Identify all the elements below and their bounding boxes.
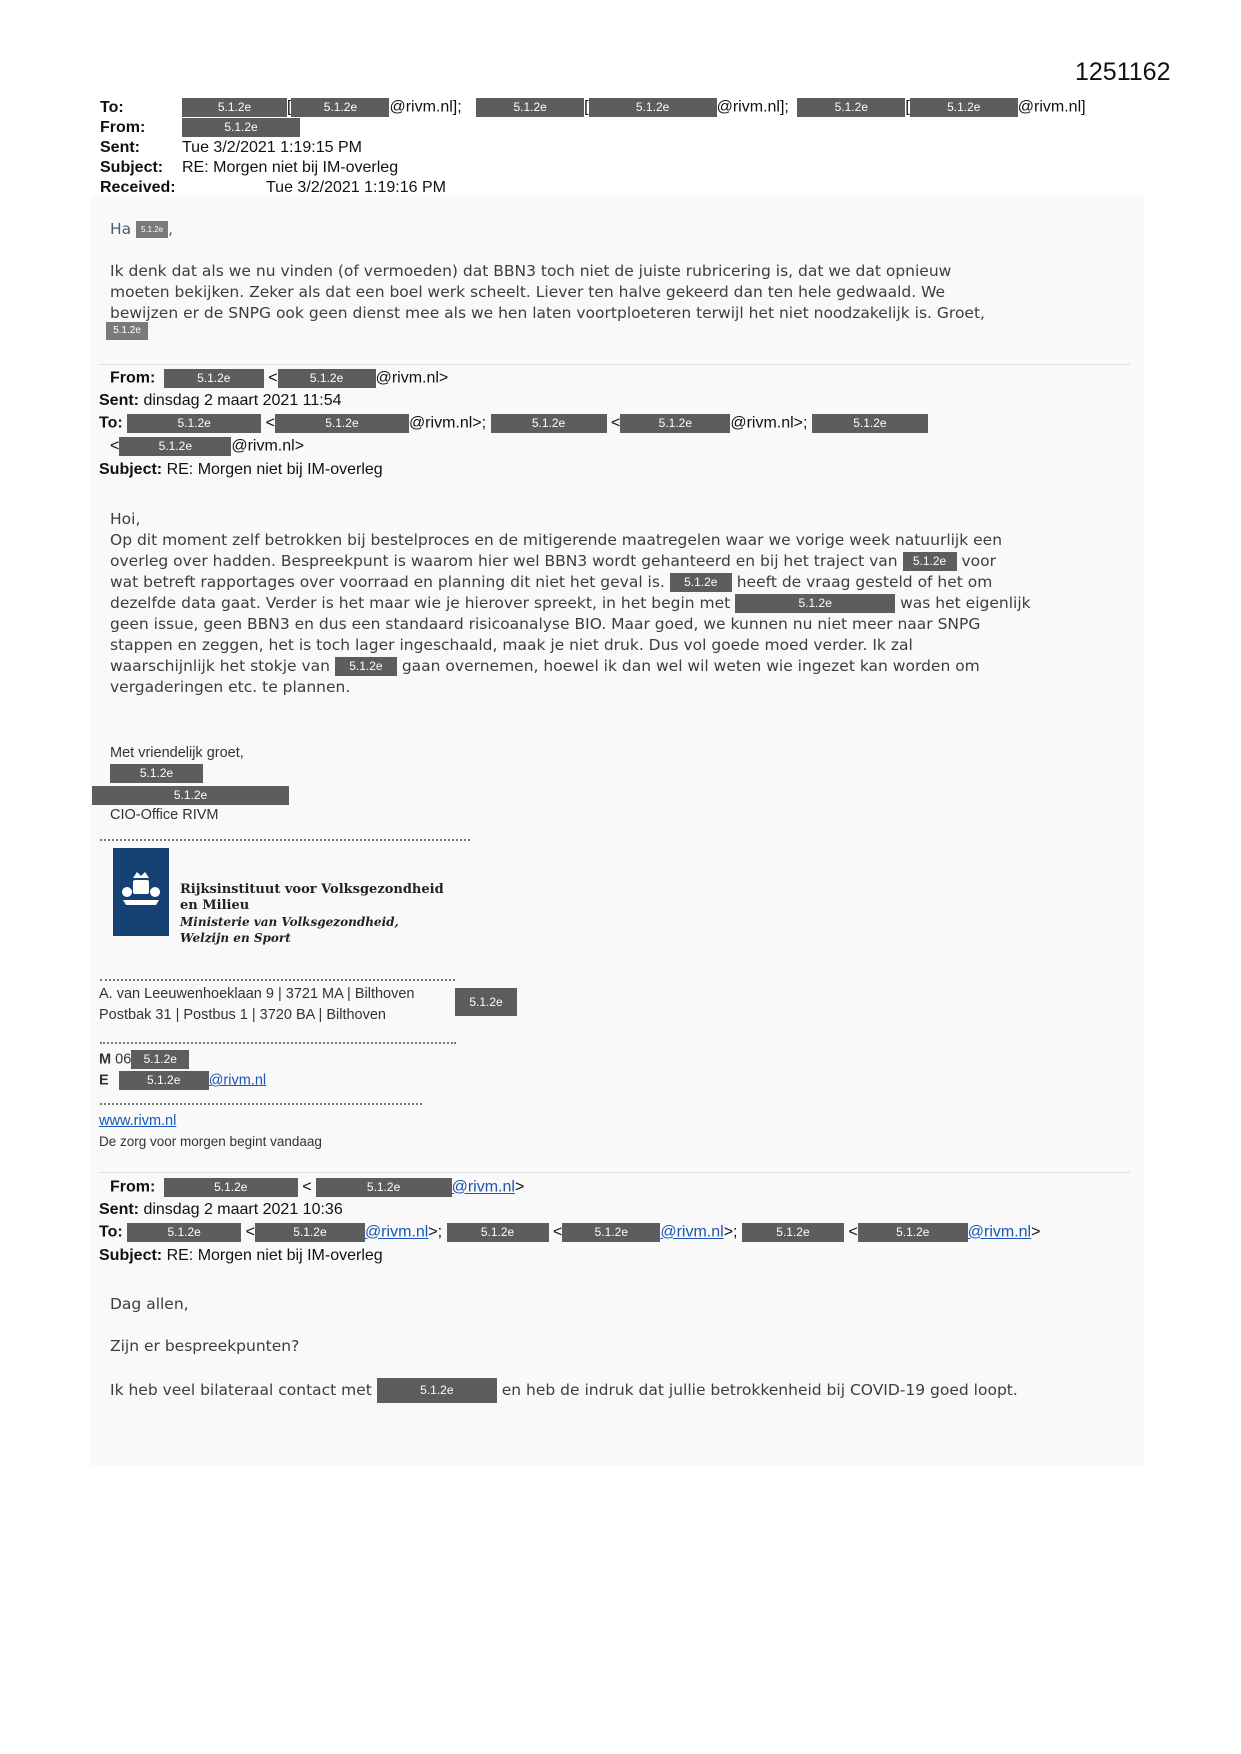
sent-label: Sent: bbox=[100, 139, 140, 156]
subject-value: RE: Morgen niet bij IM-overleg bbox=[182, 159, 399, 176]
redaction: 5.1.2e bbox=[903, 552, 957, 571]
redaction: 5.1.2e bbox=[92, 786, 289, 805]
quote2-from: From: 5.1.2e < 5.1.2e @rivm.nl> bbox=[110, 1178, 525, 1196]
dotted-divider bbox=[100, 839, 470, 841]
dotted-divider bbox=[100, 979, 455, 981]
quote1-line: wat betreft rapportages over voorraad en planning dit niet het geval is. 5.1.2e heeft de vraag gesteld of het om bbox=[110, 573, 993, 591]
redaction: 5.1.2e bbox=[136, 221, 168, 238]
quote1-subject: Subject: RE: Morgen niet bij IM-overleg bbox=[99, 461, 383, 478]
email-link[interactable]: @rivm.nl bbox=[967, 1223, 1032, 1241]
quote2-line: Zijn er bespreekpunten? bbox=[110, 1337, 300, 1355]
quote1-line: Op dit moment zelf betrokken bij bestelproces en de mitigerende maatregelen waar we vorige week natuurlijk een bbox=[110, 531, 1003, 549]
redaction: 5.1.2e bbox=[476, 98, 584, 117]
redaction: 5.1.2e bbox=[127, 1223, 241, 1242]
signature-closing: Met vriendelijk groet, bbox=[110, 745, 244, 761]
email-link[interactable]: @rivm.nl bbox=[208, 1072, 267, 1089]
redaction: 5.1.2e bbox=[670, 573, 732, 592]
redaction: 5.1.2e bbox=[255, 1223, 365, 1242]
quote1-line: vergaderingen etc. te plannen. bbox=[110, 678, 351, 696]
redaction: 5.1.2e bbox=[589, 98, 717, 117]
redaction: 5.1.2e bbox=[131, 1050, 189, 1069]
quote1-to-cont: < 5.1.2e @rivm.nl> bbox=[110, 437, 305, 455]
redaction: 5.1.2e bbox=[164, 369, 264, 388]
redaction: 5.1.2e bbox=[377, 1378, 497, 1403]
redaction: 5.1.2e bbox=[119, 437, 231, 456]
quote2-line: Ik heb veel bilateraal contact met 5.1.2e en heb de indruk dat jullie betrokkenheid bij COVID-19 goed loopt. bbox=[110, 1378, 1018, 1403]
redaction: 5.1.2e bbox=[106, 322, 148, 340]
sent-value: Tue 3/2/2021 1:19:15 PM bbox=[182, 139, 362, 156]
separator bbox=[100, 1172, 1130, 1173]
logo-line-4: Welzijn en Sport bbox=[180, 931, 291, 945]
crown-lion-icon bbox=[113, 848, 169, 936]
redaction: 5.1.2e bbox=[797, 98, 905, 117]
redaction: 5.1.2e bbox=[335, 657, 397, 676]
message-line: bewijzen er de SNPG ook geen dienst mee als we hen laten voortploeteren terwijl het niet noodzakelijk is. Groet, bbox=[110, 304, 985, 322]
redaction: 5.1.2e bbox=[735, 594, 895, 613]
quote2-subject: Subject: RE: Morgen niet bij IM-overleg bbox=[99, 1247, 383, 1264]
from-value bbox=[182, 118, 300, 137]
document-number: 1251162 bbox=[1075, 58, 1171, 86]
redaction: 5.1.2e bbox=[812, 414, 928, 433]
email-line: E 5.1.2e @rivm.nl bbox=[99, 1072, 267, 1089]
quote1-to: To: 5.1.2e < 5.1.2e @rivm.nl>; 5.1.2e < 5.1.2e @rivm.nl>; 5.1.2e bbox=[99, 414, 928, 433]
quote2-to: To: 5.1.2e < 5.1.2e @rivm.nl>; 5.1.2e < 5.1.2e @rivm.nl>; 5.1.2e < 5.1.2e @rivm.nl> bbox=[99, 1223, 1041, 1241]
logo-line-2: en Milieu bbox=[180, 898, 250, 913]
redaction: 5.1.2e bbox=[119, 1071, 209, 1090]
from-label: From: bbox=[100, 119, 146, 136]
dotted-divider bbox=[100, 1103, 422, 1105]
email-link[interactable]: @rivm.nl bbox=[660, 1223, 724, 1241]
redaction: 5.1.2e bbox=[620, 414, 730, 433]
signature-name-redaction bbox=[110, 764, 203, 783]
redaction: 5.1.2e bbox=[562, 1223, 660, 1242]
to-recipients: 5.1.2e [ 5.1.2e @rivm.nl]; 5.1.2e [ 5.1.2e @rivm.nl]; 5.1.2e [ 5.1.2e @rivm.nl] bbox=[182, 98, 1086, 117]
redaction: 5.1.2e bbox=[316, 1178, 452, 1197]
mobile-line: M 06 5.1.2e bbox=[99, 1050, 189, 1069]
message-line: Ik denk dat als we nu vinden (of vermoeden) dat BBN3 toch niet de juiste rubricering is, dat we dat opnieuw bbox=[110, 262, 952, 280]
received-value: Tue 3/2/2021 1:19:16 PM bbox=[266, 179, 446, 196]
redaction: 5.1.2e bbox=[491, 414, 607, 433]
redaction: 5.1.2e bbox=[291, 98, 389, 117]
quote1-line: waarschijnlijk het stokje van 5.1.2e gaan overnemen, hoewel ik dan wel wil weten wie ingezet kan worden om bbox=[110, 657, 980, 675]
quote1-greeting: Hoi, bbox=[110, 510, 141, 528]
recipient-domain: @rivm.nl] bbox=[1017, 98, 1086, 116]
to-label: To: bbox=[100, 99, 124, 116]
signoff-redaction bbox=[106, 322, 148, 340]
redaction: 5.1.2e bbox=[455, 988, 517, 1016]
redaction: 5.1.2e bbox=[275, 414, 409, 433]
email-link[interactable]: @rivm.nl bbox=[451, 1178, 515, 1196]
quote1-from: From: 5.1.2e < 5.1.2e @rivm.nl> bbox=[110, 369, 449, 387]
signature-department: CIO-Office RIVM bbox=[110, 807, 219, 823]
redaction: 5.1.2e bbox=[910, 98, 1018, 117]
redaction: 5.1.2e bbox=[858, 1223, 968, 1242]
quote1-line: overleg over hadden. Bespreekpunt is waarom hier wel BBN3 wordt gehanteerd en bij het traject van 5.1.2e voor bbox=[110, 552, 996, 570]
signature-tagline: De zorg voor morgen begint vandaag bbox=[99, 1134, 322, 1149]
address-line-2: Postbak 31 | Postbus 1 | 3720 BA | Bilthoven bbox=[99, 1007, 386, 1023]
greeting-line: Ha 5.1.2e , bbox=[110, 220, 174, 238]
redaction: 5.1.2e bbox=[447, 1223, 549, 1242]
quote1-line: dezelfde data gaat. Verder is het maar wie je hierover spreekt, in het begin met 5.1.2e was het eigenlijk bbox=[110, 594, 1031, 612]
dotted-divider bbox=[100, 1042, 456, 1044]
message-line: moeten bekijken. Zeker als dat een boel werk scheelt. Liever ten halve gekeerd dan ten hele gedwaald. We bbox=[110, 283, 946, 301]
quote1-sent: Sent: dinsdag 2 maart 2021 11:54 bbox=[99, 392, 342, 409]
signature-title-redaction bbox=[92, 786, 289, 805]
quote2-sent: Sent: dinsdag 2 maart 2021 10:36 bbox=[99, 1201, 343, 1218]
address-line-1: A. van Leeuwenhoeklaan 9 | 3721 MA | Bilthoven bbox=[99, 986, 415, 1002]
rivm-logo-emblem bbox=[113, 848, 169, 936]
recipient-domain: @rivm.nl]; bbox=[389, 98, 462, 116]
website-link[interactable]: www.rivm.nl bbox=[99, 1113, 177, 1129]
quote1-line: stappen en zeggen, het is toch lager ingeschaald, maak je niet druk. Dus vol goede moed verder. Ik zal bbox=[110, 636, 913, 654]
logo-line-3: Ministerie van Volksgezondheid, bbox=[180, 915, 399, 929]
redaction: 5.1.2e bbox=[182, 98, 287, 117]
quote2-greeting: Dag allen, bbox=[110, 1295, 189, 1313]
email-link[interactable]: @rivm.nl bbox=[364, 1223, 429, 1241]
redaction: 5.1.2e bbox=[742, 1223, 844, 1242]
redaction: 5.1.2e bbox=[127, 414, 261, 433]
quote1-line: geen issue, geen BBN3 en dus een standaard risicoanalyse BIO. Maar goed, we kunnen nu niet meer naar SNPG bbox=[110, 615, 981, 633]
recipient-domain: @rivm.nl]; bbox=[716, 98, 789, 116]
redaction: 5.1.2e bbox=[164, 1178, 298, 1197]
redaction: 5.1.2e bbox=[182, 118, 300, 137]
redaction: 5.1.2e bbox=[278, 369, 376, 388]
received-label: Received: bbox=[100, 179, 176, 196]
logo-line-1: Rijksinstituut voor Volksgezondheid bbox=[180, 882, 444, 897]
address-redaction bbox=[455, 988, 517, 1016]
separator bbox=[100, 364, 1130, 365]
redaction: 5.1.2e bbox=[110, 764, 203, 783]
subject-label: Subject: bbox=[100, 159, 164, 176]
